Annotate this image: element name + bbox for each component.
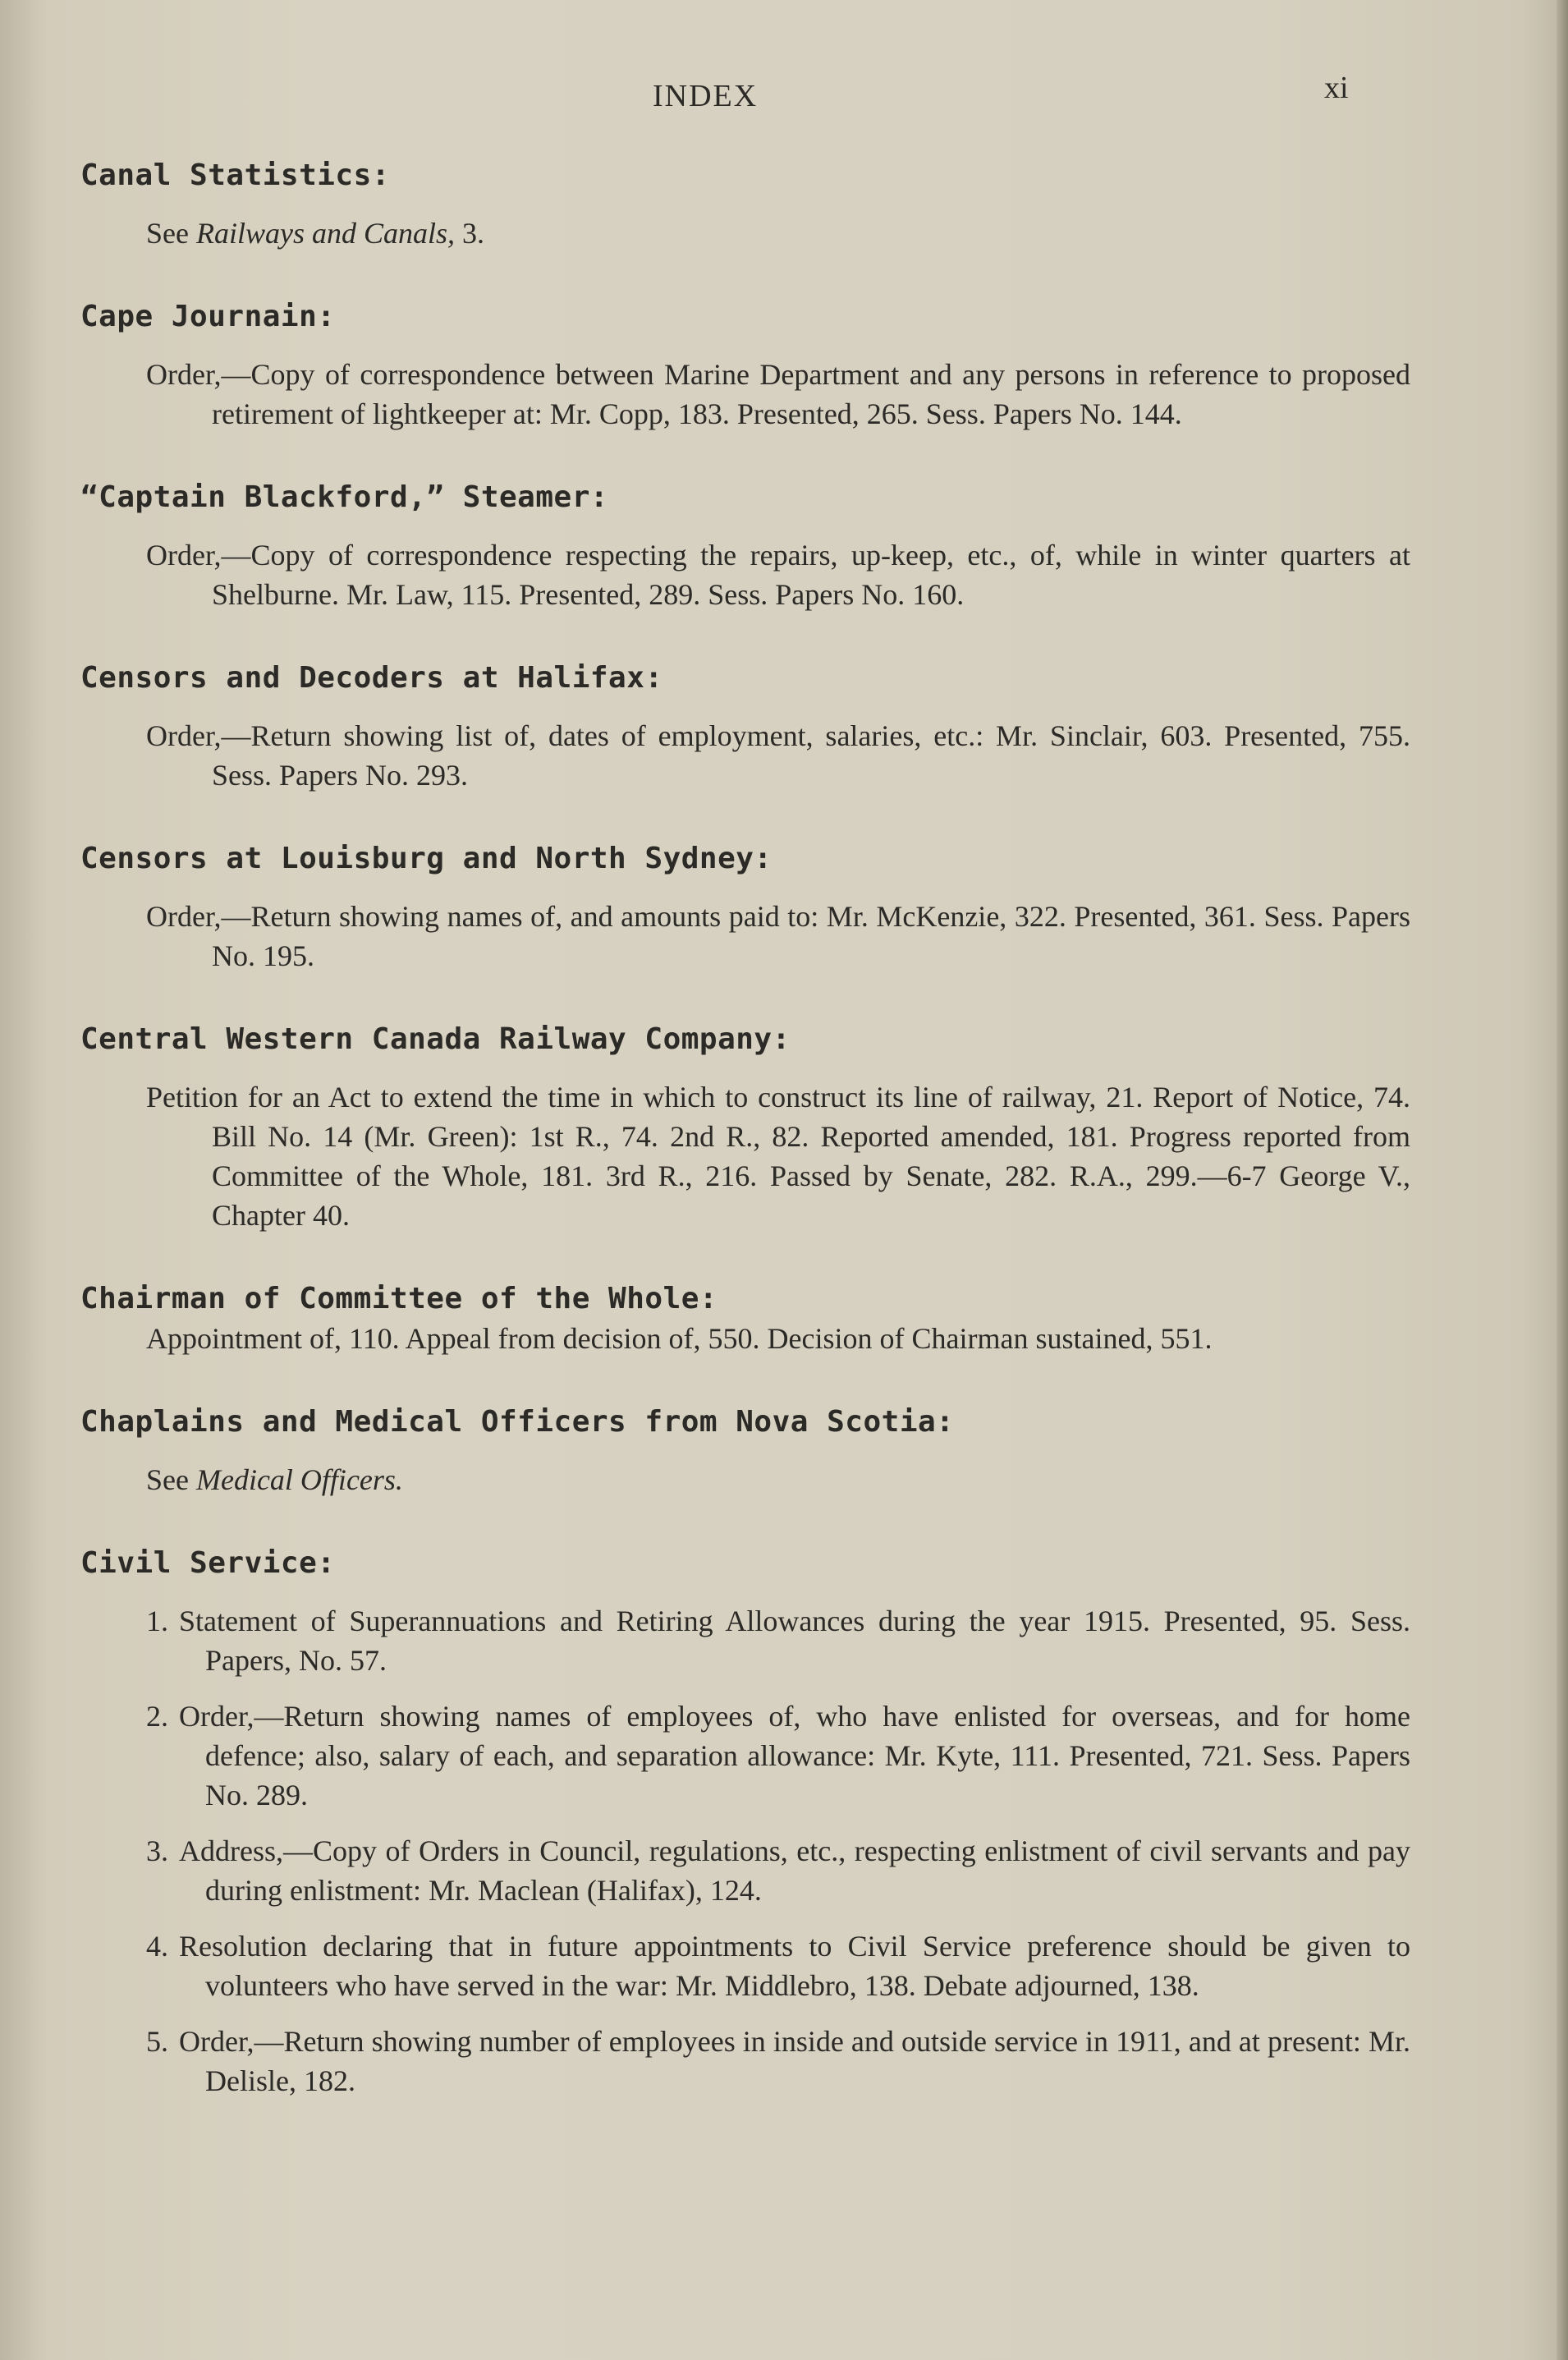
see-prefix: See: [146, 217, 189, 250]
entry-text: Order,—Copy of correspondence respecting the repairs, up-keep, etc., of, while in winter quarters at Shelburne. Mr. Law, 115. Presented, 289. Sess. Papers No. 160.: [146, 539, 1410, 611]
entry-heading: Canal Statistics:: [80, 158, 390, 192]
index-entry-canal-statistics: [80, 156, 1410, 253]
page-title: INDEX: [653, 79, 759, 113]
see-reference-target: Railways and Canals,: [195, 217, 456, 250]
entry-heading: Central Western Canada Railway Company:: [80, 1022, 791, 1056]
list-item: [146, 1601, 1410, 1680]
index-content: [80, 156, 1410, 2145]
index-entry-central-western-railway: [80, 1020, 1410, 1235]
page-number: xi: [1324, 71, 1349, 105]
see-reference-target: Medical Officers.: [195, 1463, 403, 1496]
index-entry-cape-journain: [80, 297, 1410, 434]
item-number: 4.: [146, 1930, 168, 1963]
entry-heading: Censors at Louisburg and North Sydney:: [80, 842, 773, 875]
item-text: Resolution declaring that in future appointments to Civil Service preference should be given to volunteers who have served in the war: Mr. Middlebro, 138. Debate adjourned, 138.: [179, 1930, 1410, 2002]
item-number: 5.: [146, 2025, 168, 2058]
see-prefix: See: [146, 1463, 189, 1496]
item-number: 2.: [146, 1700, 168, 1733]
page-edge: [1557, 0, 1568, 2360]
entry-heading: Chaplains and Medical Officers from Nova Scotia:: [80, 1405, 955, 1439]
index-entry-civil-service: [80, 1544, 1410, 2101]
entry-text: Order,—Return showing names of, and amounts paid to: Mr. McKenzie, 322. Presented, 361. Sess. Papers No. 195.: [146, 900, 1410, 972]
entry-heading: Cape Journain:: [80, 300, 336, 333]
item-text: Address,—Copy of Orders in Council, regulations, etc., respecting enlistment of civil servants and pay during enlistment: Mr. Maclean (Halifax), 124.: [179, 1834, 1410, 1907]
list-item: [146, 2022, 1410, 2101]
entry-heading: Chairman of Committee of the Whole:: [80, 1282, 718, 1315]
see-suffix: 3.: [462, 217, 485, 250]
list-item: [146, 1926, 1410, 2005]
index-entry-chairman-committee: [80, 1279, 1410, 1358]
entry-text: Appointment of, 110. Appeal from decision of, 550. Decision of Chairman sustained, 551.: [146, 1322, 1213, 1355]
entry-heading: Censors and Decoders at Halifax:: [80, 661, 663, 695]
item-text: Statement of Superannuations and Retiring Allowances during the year 1915. Presented, 95. Sess. Papers, No. 57.: [179, 1605, 1410, 1677]
item-number: 3.: [146, 1834, 168, 1867]
index-entry-captain-blackford: [80, 478, 1410, 614]
index-entry-censors-louisburg: [80, 839, 1410, 976]
entry-text: Petition for an Act to extend the time in which to construct its line of railway, 21. Report of Notice, 74. Bill No. 14 (Mr. Green): 1st R., 74. 2nd R., 82. Reported amended, 181. Progress reported from Committee of the Whole, 181. 3rd R., 216. Passed by Senate, 282. R.A., 299.—6-7 George V., Chapter 40.: [146, 1081, 1410, 1232]
list-item: [146, 1697, 1410, 1815]
entry-heading: Civil Service:: [80, 1546, 336, 1580]
entry-heading: “Captain Blackford,” Steamer:: [80, 480, 609, 514]
item-text: Order,—Return showing number of employees in inside and outside service in 1911, and at present: Mr. Delisle, 182.: [179, 2025, 1410, 2097]
entry-text: Order,—Copy of correspondence between Marine Department and any persons in reference to proposed retirement of lightkeeper at: Mr. Copp, 183. Presented, 265. Sess. Papers No. 144.: [146, 358, 1410, 430]
civil-service-list: [80, 1601, 1410, 2101]
see-reference: [146, 1460, 1410, 1499]
index-entry-censors-halifax: [80, 659, 1410, 795]
entry-text: Order,—Return showing list of, dates of employment, salaries, etc.: Mr. Sinclair, 603. Presented, 755. Sess. Papers No. 293.: [146, 719, 1410, 792]
item-number: 1.: [146, 1605, 168, 1637]
index-entry-chaplains-medical: [80, 1403, 1410, 1499]
list-item: [146, 1831, 1410, 1910]
see-reference: [146, 214, 1410, 253]
item-text: Order,—Return showing names of employees of, who have enlisted for overseas, and for home defence; also, salary of each, and separation allowance: Mr. Kyte, 111. Presented, 721. Sess. Papers No. 289.: [179, 1700, 1410, 1811]
